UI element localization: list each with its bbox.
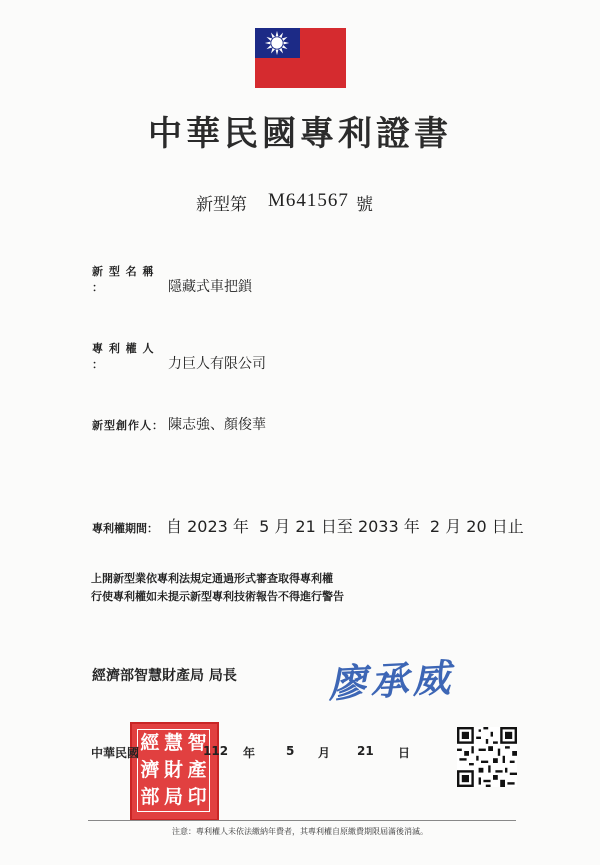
date-day-unit: 日 (398, 746, 411, 760)
field-label: 新型創作人： (92, 419, 164, 432)
date-day: 21 (357, 744, 374, 758)
date-month-unit: 月 (318, 746, 331, 760)
footer-divider (88, 820, 516, 821)
seal-char: 產 (187, 759, 207, 781)
term-label: 專利權期間： (92, 522, 158, 535)
field-value: 隱藏式車把鎖 (168, 279, 252, 295)
date-year: 112 (203, 744, 229, 758)
white-sun-icon (262, 29, 292, 57)
field-creator (92, 414, 266, 434)
date-month: 5 (286, 744, 295, 758)
field-design-name (92, 263, 252, 296)
seal-char: 財 (163, 759, 183, 781)
qr-code-icon (457, 727, 517, 787)
notice-line-1: 上開新型業依專利法規定通過形式審查取得專利權 (91, 572, 333, 585)
footer-note: 注意：專利權人未依法繳納年費者，其專利權自原繳費期限屆滿後消滅。 (172, 827, 428, 836)
certificate-title: 中華民國專利證書 (148, 114, 452, 154)
seal-char: 智 (187, 732, 207, 754)
field-label: 新 型 名 稱 ： (92, 265, 155, 294)
patent-term (92, 514, 524, 537)
notice-line-2: 行使專利權如未提示新型專利技術報告不得進行警告 (91, 590, 344, 603)
roc-flag-icon (255, 28, 346, 88)
field-label: 專 利 權 人 ： (92, 342, 155, 371)
field-value: 力巨人有限公司 (168, 356, 266, 372)
cert-number: M641567 (268, 190, 349, 211)
cert-number-prefix: 新型第 (196, 195, 247, 215)
seal-characters (137, 729, 210, 812)
seal-char: 部 (140, 786, 160, 808)
seal-char: 濟 (140, 759, 160, 781)
cert-number-suffix: 號 (356, 195, 373, 215)
director-signature: 廖承威 (327, 654, 456, 707)
seal-char: 印 (187, 786, 207, 808)
seal-char: 慧 (163, 732, 183, 754)
field-patentee (92, 340, 266, 373)
date-year-unit: 年 (243, 746, 256, 760)
term-value: 自 2023 年 5 月 21 日至 2033 年 2 月 20 日止 (166, 517, 524, 536)
field-value: 陳志強、顏俊華 (168, 417, 266, 433)
date-era: 中華民國 (91, 746, 140, 760)
seal-char: 局 (163, 786, 183, 808)
seal-char: 經 (140, 732, 160, 754)
official-seal-icon (130, 722, 219, 821)
issuing-office: 經濟部智慧財產局 局長 (92, 668, 237, 684)
